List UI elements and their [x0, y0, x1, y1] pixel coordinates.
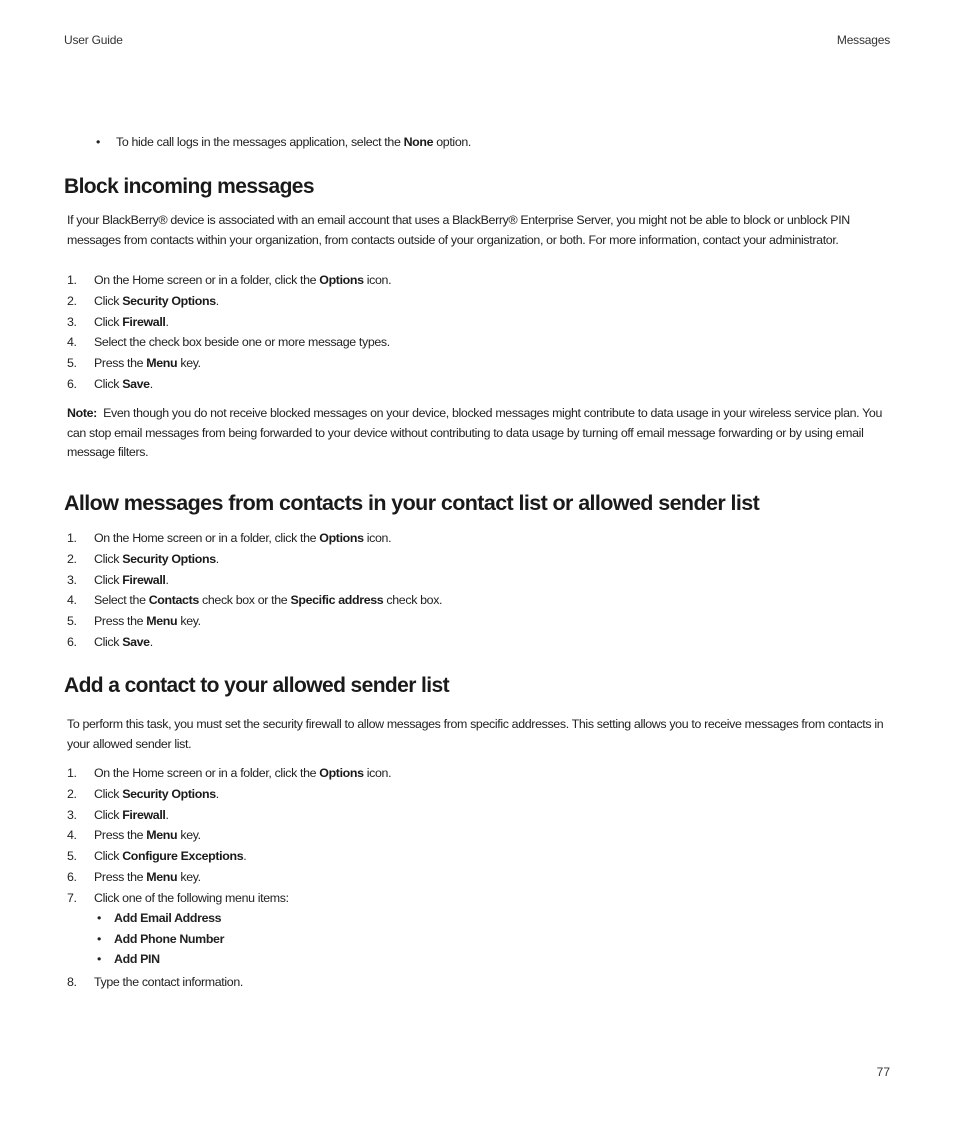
step-ui-term: Menu: [146, 869, 178, 884]
step-number: 5.: [67, 614, 77, 629]
step-number: 6.: [67, 634, 77, 649]
step-number: 4.: [67, 828, 77, 843]
step-ui-term: Options: [319, 273, 364, 287]
step-item: [67, 867, 890, 888]
bullet-marker: •: [96, 135, 100, 149]
add-steps-list-final: [67, 972, 890, 993]
step-text-end: .: [215, 786, 219, 801]
step-text: Press the: [94, 869, 147, 884]
step-text: Click: [94, 807, 123, 822]
step-number: 2.: [67, 786, 77, 801]
step-text-end: icon.: [363, 273, 392, 287]
step-item: [67, 846, 890, 867]
block-paragraph: If your BlackBerry® device is associated with an email account that uses a BlackBerry® Enterprise Server, you might not be able to block or unblock PIN messages from contacts within your organization, from contacts outside of your organization, or both. For more information, contact your administrator.: [67, 213, 850, 247]
step-text: Press the: [94, 614, 147, 629]
step-number: 1.: [67, 531, 77, 545]
step-text-end: .: [149, 634, 153, 649]
step-number: 6.: [67, 869, 77, 884]
step-text: Click: [94, 376, 123, 391]
step-ui-term: Save: [122, 376, 150, 391]
step-text-end: key.: [177, 869, 201, 884]
step-text: Click: [94, 572, 123, 587]
step-item: [67, 763, 890, 784]
bullet-marker: •: [97, 911, 101, 925]
step-ui-term: Security Options: [122, 293, 216, 308]
block-steps-list: [67, 270, 890, 395]
step-text: Select the: [94, 593, 149, 608]
step-text-end: check box.: [383, 593, 443, 608]
note-text: Even though you do not receive blocked messages on your device, blocked messages might contribute to data usage in your wireless service plan. You can stop email messages from being forwarded to your device without contributing to data usage by turning off email message forwarding or by using email message filters.: [67, 406, 882, 459]
step-text-end: .: [165, 572, 169, 587]
step-item: [67, 291, 890, 312]
menu-item-option: [94, 908, 890, 929]
step-ui-term: Menu: [146, 828, 178, 843]
step-text: Click: [94, 849, 123, 864]
step-ui-term: Security Options: [122, 551, 216, 566]
step-text-end: .: [215, 551, 219, 566]
running-header-section: Messages: [836, 33, 890, 47]
step-text-end: icon.: [363, 766, 392, 780]
step-item: [67, 374, 890, 395]
step-item: [67, 332, 890, 353]
step-text-end: key.: [177, 356, 201, 371]
step-text-mid: check box or the: [198, 593, 291, 608]
step-text-end: .: [243, 849, 247, 864]
step-number: 4.: [67, 335, 77, 350]
step-item: [67, 611, 890, 632]
step-number: 2.: [67, 551, 77, 566]
step-text: Press the: [94, 356, 147, 371]
step-ui-term: Security Options: [122, 786, 216, 801]
step-item: [67, 888, 890, 909]
block-note: [67, 404, 890, 463]
step-text-end: .: [215, 293, 219, 308]
step-ui-term: Firewall: [122, 572, 166, 587]
step-ui-term: Save: [122, 634, 150, 649]
step-number: 6.: [67, 376, 77, 391]
step-ui-term: Firewall: [122, 807, 166, 822]
step-text: Click: [94, 786, 123, 801]
note-label: Note:: [67, 406, 97, 420]
menu-item-label: Add Email Address: [114, 911, 222, 925]
step-item: [67, 805, 890, 826]
step-item: [67, 528, 890, 549]
step-ui-term: Options: [319, 531, 364, 545]
step-item: [67, 784, 890, 805]
bullet-marker: •: [97, 952, 101, 966]
running-header-title: User Guide: [64, 33, 123, 47]
step-text: Press the: [94, 828, 147, 843]
step-number: 4.: [67, 593, 77, 608]
page-number: 77: [876, 1065, 890, 1079]
intro-bullet-text-end: option.: [433, 135, 472, 149]
step-number: 3.: [67, 807, 77, 822]
step-ui-term: Menu: [146, 614, 178, 629]
step-ui-term: Menu: [146, 356, 178, 371]
intro-bullet: [96, 133, 471, 153]
step-item: [67, 632, 890, 653]
step-text: Click: [94, 634, 123, 649]
step-text: Click: [94, 314, 123, 329]
step-number: 1.: [67, 766, 77, 780]
step-number: 2.: [67, 293, 77, 308]
step-number: 1.: [67, 273, 77, 287]
section-heading-allow: Allow messages from contacts in your contact list or allowed sender list: [64, 491, 760, 515]
menu-item-label: Add PIN: [114, 952, 160, 966]
step-text: On the Home screen or in a folder, click the: [94, 531, 320, 545]
step-text: Type the contact information.: [94, 975, 243, 989]
step-number: 3.: [67, 572, 77, 587]
step-ui-term: Options: [319, 766, 364, 780]
step-ui-term: Firewall: [122, 314, 166, 329]
section-heading-add: Add a contact to your allowed sender list: [64, 674, 449, 697]
step-text: Select the check box beside one or more message types.: [94, 335, 390, 350]
step-item: [67, 270, 890, 291]
step-text-end: .: [149, 376, 153, 391]
step-item: [67, 549, 890, 570]
add-paragraph: To perform this task, you must set the security firewall to allow messages from specific addresses. This setting allows you to receive messages from contacts in your allowed sender list.: [67, 717, 884, 751]
step-number: 7.: [67, 890, 77, 905]
step-ui-term-2: Specific address: [290, 593, 384, 608]
bullet-marker: •: [97, 931, 101, 946]
step-ui-term: Configure Exceptions: [122, 849, 244, 864]
step-number: 5.: [67, 849, 77, 864]
step-item: [67, 972, 890, 993]
step-text: On the Home screen or in a folder, click the: [94, 766, 320, 780]
step-item: [67, 825, 890, 846]
step-text: Click: [94, 293, 123, 308]
step-item: [67, 353, 890, 374]
intro-bullet-bold: None: [403, 135, 434, 149]
step-text: Click one of the following menu items:: [94, 890, 289, 905]
step-number: 3.: [67, 314, 77, 329]
step-text-end: .: [165, 807, 169, 822]
step-text-end: .: [165, 314, 169, 329]
step-item: [67, 570, 890, 591]
step-item: [67, 590, 890, 611]
allow-steps-list: [67, 528, 890, 653]
step-number: 8.: [67, 975, 77, 989]
menu-item-option: [94, 949, 890, 970]
menu-item-option: [94, 929, 890, 950]
step-text: Click: [94, 551, 123, 566]
step-text-end: icon.: [363, 531, 392, 545]
step-text-end: key.: [177, 828, 201, 843]
step-item: [67, 312, 890, 333]
menu-items-list: [94, 908, 890, 970]
step-text: On the Home screen or in a folder, click the: [94, 273, 320, 287]
step-number: 5.: [67, 356, 77, 371]
intro-bullet-text: To hide call logs in the messages application, select the: [116, 135, 404, 149]
add-steps-list: [67, 763, 890, 909]
step-text-end: key.: [177, 614, 201, 629]
step-ui-term: Contacts: [148, 593, 199, 608]
menu-item-label: Add Phone Number: [114, 931, 225, 946]
section-heading-block: Block incoming messages: [64, 175, 314, 198]
